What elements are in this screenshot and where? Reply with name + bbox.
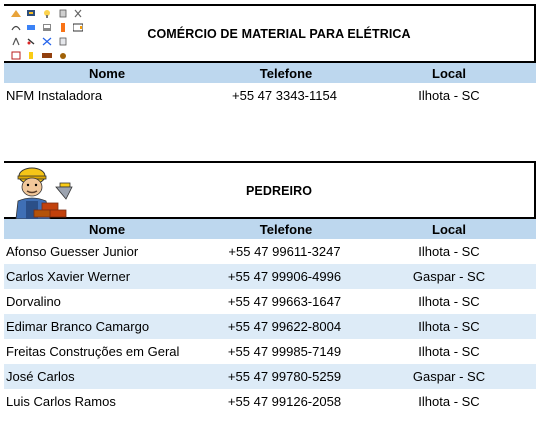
row-name: Edimar Branco Camargo <box>6 319 150 334</box>
section-title-bar <box>4 161 536 219</box>
section-title-bar <box>4 4 536 63</box>
row-phone: +55 47 99622-8004 <box>227 319 342 334</box>
table-row <box>4 239 536 264</box>
row-location: Ilhota - SC <box>418 294 480 309</box>
section-title: PEDREIRO <box>245 184 313 198</box>
table-row <box>4 314 536 339</box>
row-location: Ilhota - SC <box>418 244 480 259</box>
row-phone: +55 47 99611-3247 <box>228 244 341 259</box>
row-location: Ilhota - SC <box>418 319 480 334</box>
row-location: Ilhota - SC <box>418 394 480 409</box>
row-location: Gaspar - SC <box>412 269 486 284</box>
table-header <box>4 219 536 239</box>
row-name: Freitas Construções em Geral <box>6 344 180 359</box>
header-location: Local <box>432 65 466 81</box>
header-name: Nome <box>88 221 126 237</box>
row-name: José Carlos <box>6 369 75 384</box>
table-row <box>4 339 536 364</box>
row-phone: +55 47 3343-1154 <box>232 87 337 103</box>
table-row <box>4 264 536 289</box>
header-phone: Telefone <box>259 221 313 237</box>
row-phone: +55 47 99780-5259 <box>227 369 342 384</box>
header-name: Nome <box>88 65 126 81</box>
section-title: COMÉRCIO DE MATERIAL PARA ELÉTRICA <box>147 27 411 41</box>
row-phone: +55 47 99126-2058 <box>227 394 342 409</box>
row-name: Afonso Guesser Junior <box>6 244 139 259</box>
row-name: Luis Carlos Ramos <box>6 394 116 409</box>
table-header <box>4 63 536 83</box>
row-location: Ilhota - SC <box>418 87 480 103</box>
row-phone: +55 47 99985-7149 <box>227 344 342 359</box>
table-row <box>4 364 536 389</box>
row-location: Gaspar - SC <box>412 369 486 384</box>
table-row <box>4 83 536 107</box>
header-phone: Telefone <box>259 65 313 81</box>
row-phone: +55 47 99663-1647 <box>227 294 342 309</box>
row-name: Dorvalino <box>6 294 61 309</box>
row-location: Ilhota - SC <box>418 344 480 359</box>
row-name: NFM Instaladora <box>6 87 103 103</box>
pedreiro-section <box>4 161 536 414</box>
row-phone: +55 47 99906-4996 <box>227 269 342 284</box>
header-location: Local <box>432 221 466 237</box>
electrical-materials-section <box>4 4 536 107</box>
row-name: Carlos Xavier Werner <box>6 269 131 284</box>
table-row <box>4 389 536 414</box>
table-row <box>4 289 536 314</box>
